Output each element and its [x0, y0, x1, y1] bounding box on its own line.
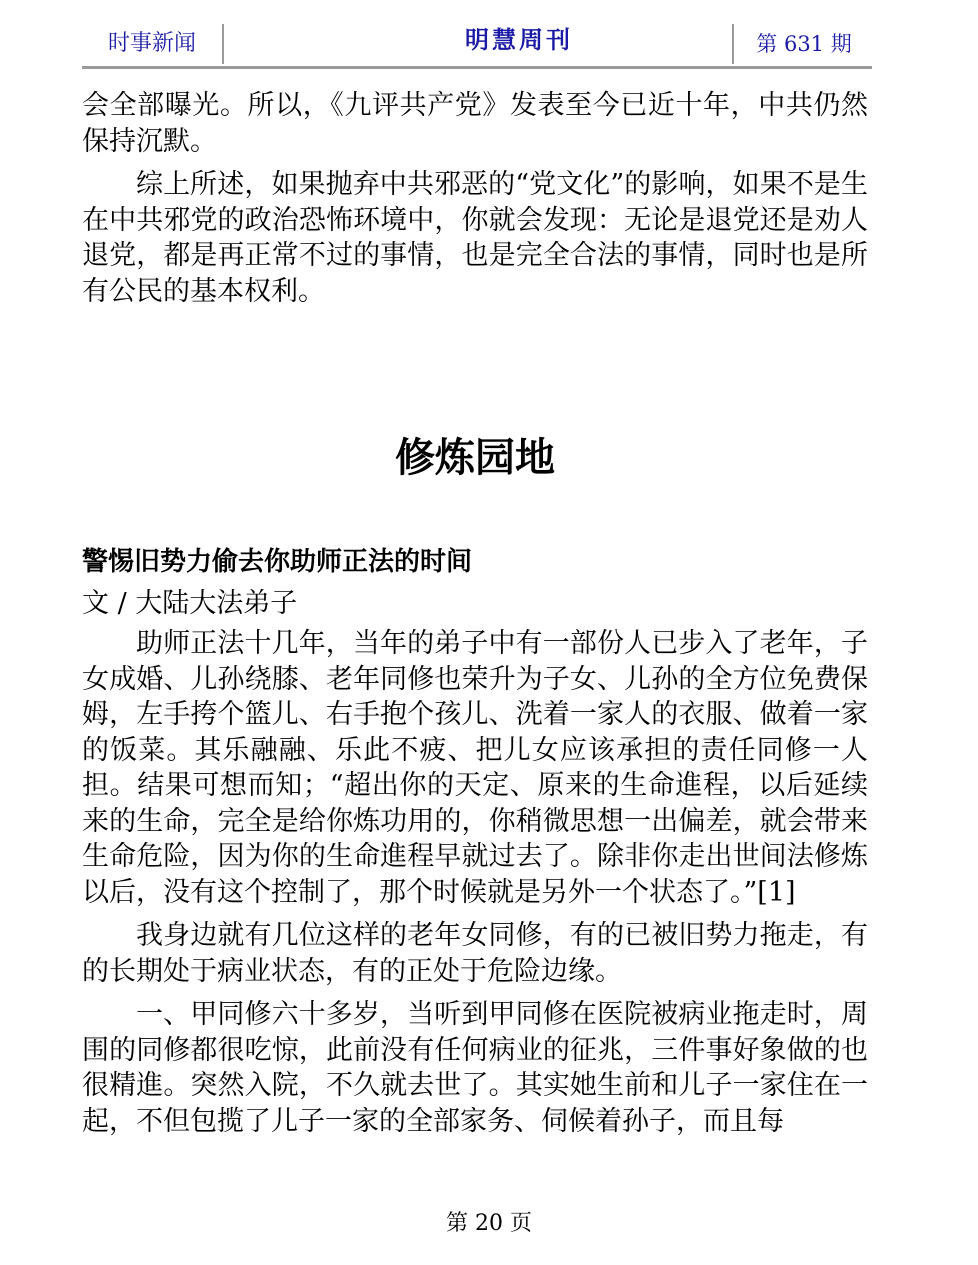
article-title: 警惕旧势力偷去你助师正法的时间: [82, 547, 473, 577]
header-section-label: 时事新闻: [82, 24, 224, 64]
page-number: 第 20 页: [446, 1211, 532, 1236]
article-paragraph-1: 助师正法十几年，当年的弟子中有一部份人已步入了老年，子女成婚、儿孙绕膝、老年同修也荣升为子女、儿孙的全方位免费保姆，左手挎个篮儿、右手抱个孩儿、洗着一家人的衣服、做着一家的饭菜。其乐融融、乐此不疲、把儿女应该承担的责任同修一人担。结果可想而知；“超出你的天定、原来的生命進程，以后延续来的生命，完全是给你炼功用的，你稍微思想一出偏差，就会带来生命危险，因为你的生命進程早就过去了。除非你走出世间法修炼以后，没有这个控制了，那个时候就是另外一个状态了。”[1]: [82, 628, 868, 908]
header-divider: [82, 66, 872, 69]
article-paragraph-2: 我身边就有几位这样的老年女同修，有的已被旧势力拖走，有的长期处于病业状态，有的正处于危险边缘。: [82, 920, 868, 987]
section-title: 修炼园地: [395, 435, 555, 481]
article: [82, 544, 868, 1139]
article-byline: 文 / 大陆大法弟子: [82, 588, 298, 619]
page-header: [82, 24, 872, 68]
page-content: [82, 88, 868, 1137]
header-issue-number: 第 631 期: [732, 24, 874, 64]
header-publication-title: 明慧周刊: [465, 26, 573, 54]
summary-paragraph: 综上所述，如果抛弃中共邪恶的“党文化”的影响，如果不是生在中共邪党的政治恐怖环境中，你就会发现：无论是退党还是劝人退党，都是再正常不过的事情，也是完全合法的事情，同时也是所有公民的基本权利。: [82, 169, 868, 307]
article-paragraph-3: 一、甲同修六十多岁，当听到甲同修在医院被病业拖走时，周围的同修都很吃惊，此前没有任何病业的征兆，三件事好象做的也很精進。突然入院，不久就去世了。其实她生前和儿子一家住在一起，不但包揽了儿子一家的全部家务、伺候着孙子，而且每: [82, 999, 868, 1137]
continuation-paragraph: 会全部曝光。所以，《九评共产党》发表至今已近十年，中共仍然保持沉默。: [82, 90, 868, 157]
